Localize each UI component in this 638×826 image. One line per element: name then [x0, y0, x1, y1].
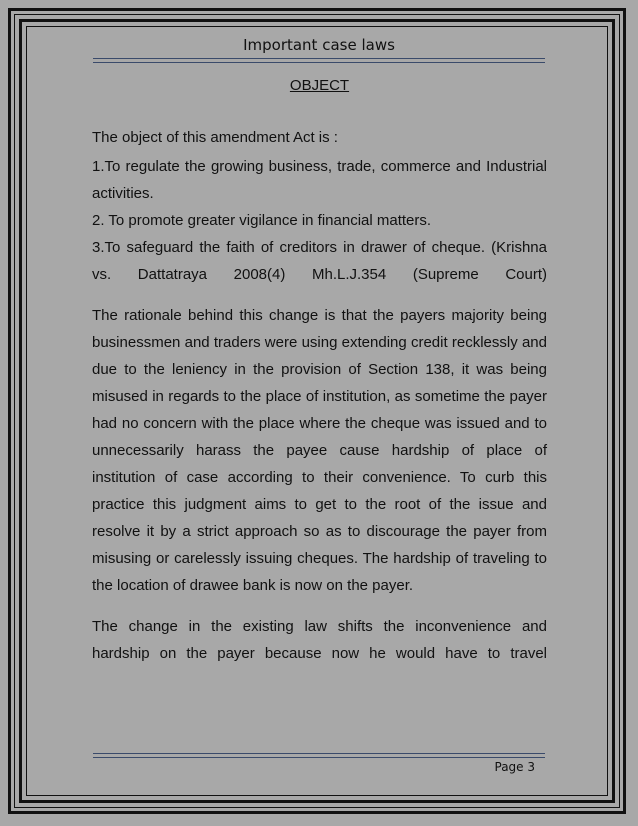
object-item-1: 1.To regulate the growing business, trade, commerce and Industrial activities. [92, 158, 547, 202]
object-item-3: 3.To safeguard the faith of creditors in drawer of cheque. (Krishna vs. Dattatraya 2008(4) Mh.L.J.354 (Supreme Court) [92, 239, 547, 283]
change-paragraph: The change in the existing law shifts the inconvenience and hardship on the payer because now he would have to travel [92, 618, 547, 662]
rationale-paragraph: The rationale behind this change is that the payers majority being businessmen and traders were using extending credit recklessly and due to the leniency in the provision of Section 138, it was being misused in regards to the place of institution, as sometime the payer had no concern with the place where the cheque was issued and to unnecessarily harass the payee cause hardship of place of institution of case according to their convenience. To curb this practice this judgment aims to get to the root of the issue and resolve it by a strict approach so as to discourage the payer from misusing or carelessly issuing cheques. The hardship of traveling to the location of drawee bank is now on the payer. [92, 307, 547, 594]
footer-rule [93, 753, 545, 758]
page-body [92, 76, 547, 667]
running-header: Important case laws [243, 36, 395, 54]
page-number: Page 3 [494, 760, 535, 774]
intro-line: The object of this amendment Act is : [92, 129, 338, 146]
section-heading: OBJECT [289, 77, 350, 94]
object-item-2: 2. To promote greater vigilance in financial matters. [92, 212, 432, 229]
header-rule [93, 58, 545, 63]
